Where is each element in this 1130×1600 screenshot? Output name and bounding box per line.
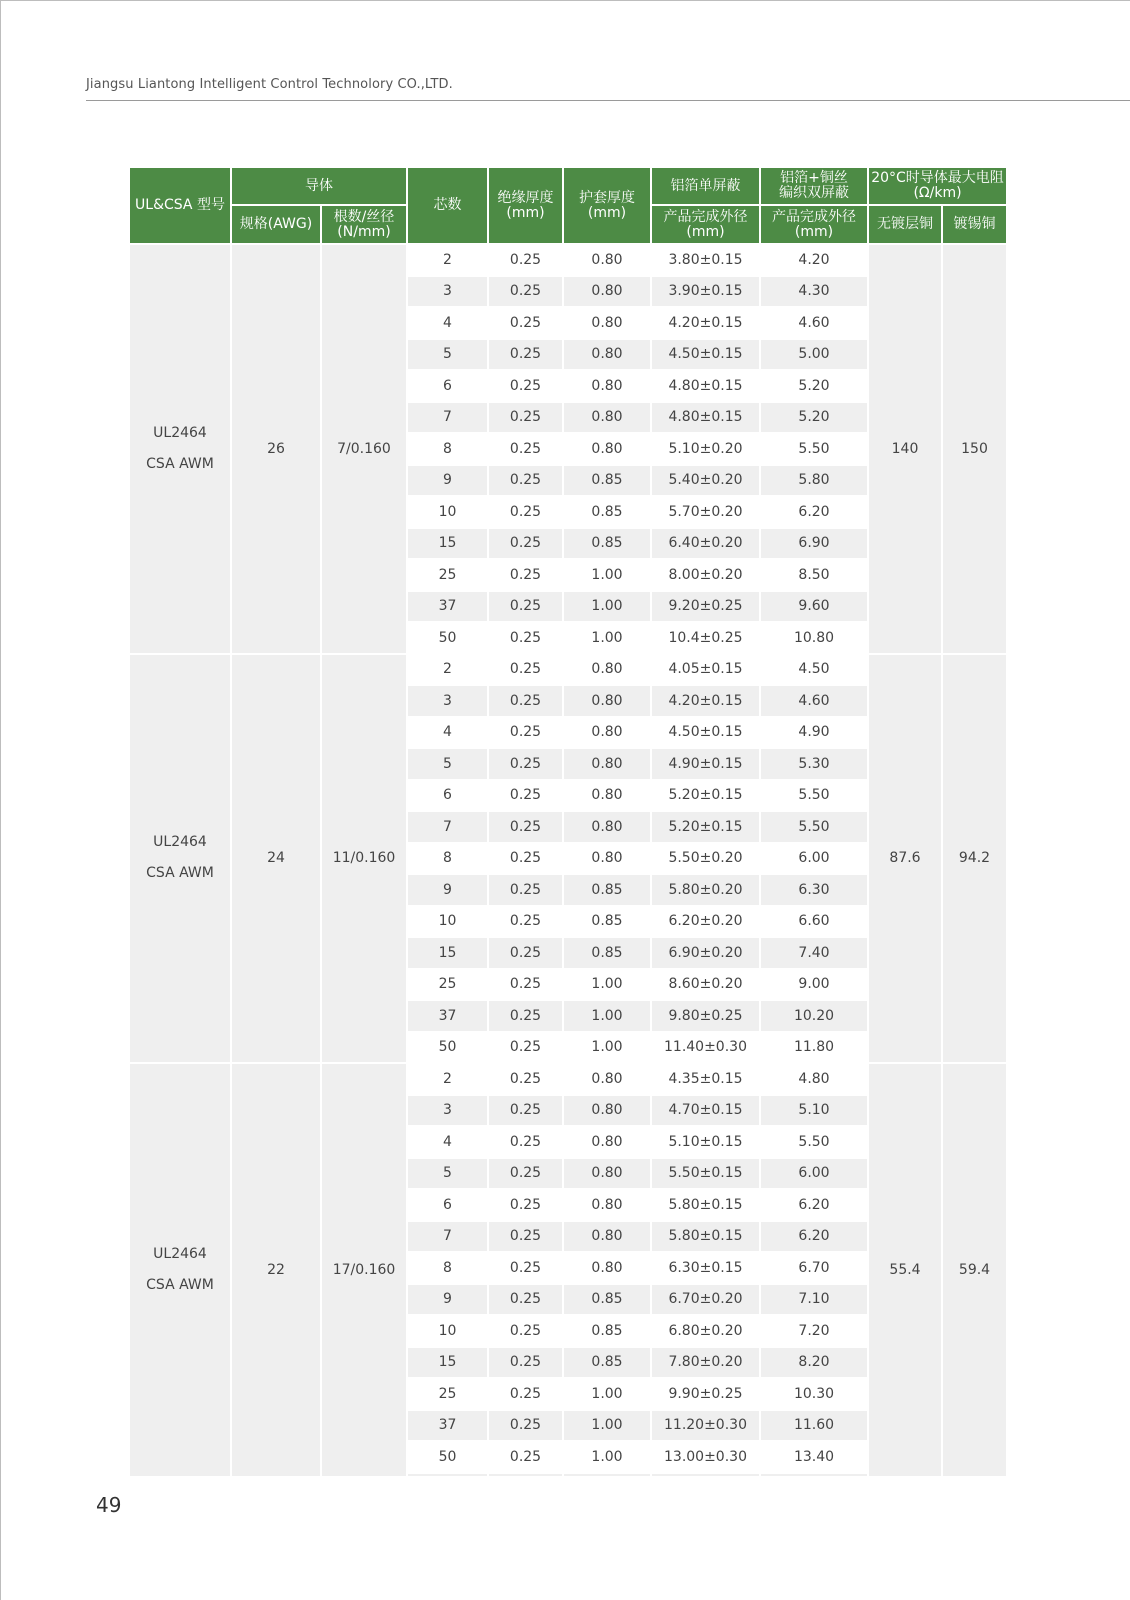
cores-cell: 10	[408, 907, 487, 937]
cores-cell: 4	[408, 1127, 487, 1157]
cores-cell: 50	[408, 623, 487, 653]
jacket-cell: 0.85	[564, 466, 650, 496]
braid-od-cell: 13.40	[761, 1442, 867, 1472]
jacket-cell: 0.80	[564, 1096, 650, 1126]
spacer-cell	[408, 1474, 487, 1476]
insulation-cell: 0.25	[489, 812, 562, 842]
foil-od-cell: 4.50±0.15	[652, 340, 759, 370]
cores-cell: 8	[408, 844, 487, 874]
cores-cell: 15	[408, 1348, 487, 1378]
header-foil-shield: 铝箔单屏蔽	[652, 168, 759, 204]
table-row	[130, 1064, 1006, 1094]
foil-od-cell: 5.20±0.15	[652, 812, 759, 842]
insulation-cell: 0.25	[489, 466, 562, 496]
bare-copper-resistance-cell: 55.4	[869, 1064, 941, 1476]
jacket-cell: 0.85	[564, 529, 650, 559]
company-header: Jiangsu Liantong Intelligent Control Technolory CO.,LTD.	[86, 77, 453, 92]
jacket-cell: 0.80	[564, 371, 650, 401]
jacket-cell: 0.80	[564, 655, 650, 685]
cores-cell: 2	[408, 245, 487, 275]
foil-od-cell: 4.50±0.15	[652, 718, 759, 748]
insulation-cell: 0.25	[489, 623, 562, 653]
cores-cell: 8	[408, 434, 487, 464]
braid-od-cell: 8.20	[761, 1348, 867, 1378]
foil-od-cell: 5.50±0.15	[652, 1159, 759, 1189]
braid-od-cell: 4.50	[761, 655, 867, 685]
braid-od-cell: 6.00	[761, 1159, 867, 1189]
awg-cell: 24	[232, 655, 320, 1063]
jacket-cell: 0.85	[564, 1285, 650, 1315]
jacket-cell: 0.80	[564, 1159, 650, 1189]
cores-cell: 2	[408, 655, 487, 685]
foil-od-cell: 9.90±0.25	[652, 1379, 759, 1409]
awg-cell: 26	[232, 245, 320, 653]
spacer-cell	[564, 1474, 650, 1476]
insulation-cell: 0.25	[489, 749, 562, 779]
insulation-cell: 0.25	[489, 560, 562, 590]
model-cell: UL2464 CSA AWM	[130, 245, 230, 653]
header-rule	[86, 100, 1130, 101]
bare-copper-resistance-cell: 140	[869, 245, 941, 653]
braid-od-cell: 6.00	[761, 844, 867, 874]
insulation-cell: 0.25	[489, 781, 562, 811]
braid-od-cell: 6.20	[761, 1222, 867, 1252]
foil-od-cell: 5.70±0.20	[652, 497, 759, 527]
jacket-cell: 1.00	[564, 970, 650, 1000]
cores-cell: 15	[408, 529, 487, 559]
braid-od-cell: 7.40	[761, 938, 867, 968]
braid-od-cell: 4.60	[761, 686, 867, 716]
page-border-left	[0, 0, 1, 1600]
insulation-cell: 0.25	[489, 308, 562, 338]
foil-od-cell: 4.20±0.15	[652, 308, 759, 338]
foil-od-cell: 4.05±0.15	[652, 655, 759, 685]
braid-od-cell: 5.50	[761, 781, 867, 811]
insulation-cell: 0.25	[489, 844, 562, 874]
spacer-cell	[761, 1474, 867, 1476]
jacket-cell: 0.80	[564, 844, 650, 874]
foil-od-cell: 4.70±0.15	[652, 1096, 759, 1126]
braid-od-cell: 10.80	[761, 623, 867, 653]
insulation-cell: 0.25	[489, 497, 562, 527]
jacket-cell: 0.85	[564, 907, 650, 937]
foil-od-cell: 7.80±0.20	[652, 1348, 759, 1378]
jacket-cell: 1.00	[564, 1033, 650, 1063]
insulation-cell: 0.25	[489, 1159, 562, 1189]
jacket-cell: 0.85	[564, 1348, 650, 1378]
jacket-cell: 1.00	[564, 1442, 650, 1472]
foil-od-cell: 5.50±0.20	[652, 844, 759, 874]
header-awg: 规格(AWG)	[232, 206, 320, 243]
table-row	[130, 245, 1006, 275]
header-resistance: 20°C时导体最大电阻 (Ω/km)	[869, 168, 1006, 204]
cores-cell: 8	[408, 1253, 487, 1283]
cores-cell: 7	[408, 812, 487, 842]
insulation-cell: 0.25	[489, 340, 562, 370]
cores-cell: 25	[408, 970, 487, 1000]
insulation-cell: 0.25	[489, 686, 562, 716]
cores-cell: 6	[408, 1190, 487, 1220]
insulation-cell: 0.25	[489, 1348, 562, 1378]
braid-od-cell: 6.20	[761, 1190, 867, 1220]
strand-cell: 11/0.160	[322, 655, 406, 1063]
braid-od-cell: 4.90	[761, 718, 867, 748]
jacket-cell: 0.80	[564, 403, 650, 433]
page-number: 49	[96, 1493, 122, 1517]
insulation-cell: 0.25	[489, 592, 562, 622]
foil-od-cell: 13.00±0.30	[652, 1442, 759, 1472]
cores-cell: 9	[408, 875, 487, 905]
braid-od-cell: 5.80	[761, 466, 867, 496]
foil-od-cell: 6.30±0.15	[652, 1253, 759, 1283]
jacket-cell: 0.80	[564, 1127, 650, 1157]
strand-cell: 17/0.160	[322, 1064, 406, 1476]
braid-od-cell: 4.30	[761, 277, 867, 307]
cores-cell: 5	[408, 340, 487, 370]
braid-od-cell: 5.50	[761, 812, 867, 842]
jacket-cell: 0.85	[564, 938, 650, 968]
cores-cell: 25	[408, 1379, 487, 1409]
insulation-cell: 0.25	[489, 907, 562, 937]
foil-od-cell: 11.20±0.30	[652, 1411, 759, 1441]
cores-cell: 37	[408, 1001, 487, 1031]
foil-od-cell: 8.60±0.20	[652, 970, 759, 1000]
insulation-cell: 0.25	[489, 371, 562, 401]
foil-od-cell: 9.20±0.25	[652, 592, 759, 622]
cores-cell: 10	[408, 497, 487, 527]
jacket-cell: 1.00	[564, 560, 650, 590]
braid-od-cell: 5.50	[761, 1127, 867, 1157]
insulation-cell: 0.25	[489, 277, 562, 307]
cores-cell: 2	[408, 1064, 487, 1094]
foil-od-cell: 5.10±0.20	[652, 434, 759, 464]
jacket-cell: 1.00	[564, 1001, 650, 1031]
spacer-cell	[489, 1474, 562, 1476]
cores-cell: 9	[408, 1285, 487, 1315]
header-braid-shield: 铝箔+铜丝 编织双屏蔽	[761, 168, 867, 204]
tinned-copper-resistance-cell: 150	[943, 245, 1006, 653]
cores-cell: 4	[408, 308, 487, 338]
foil-od-cell: 6.70±0.20	[652, 1285, 759, 1315]
header-model: UL&CSA 型号	[130, 168, 230, 243]
cores-cell: 4	[408, 718, 487, 748]
jacket-cell: 0.80	[564, 277, 650, 307]
braid-od-cell: 4.80	[761, 1064, 867, 1094]
foil-od-cell: 6.20±0.20	[652, 907, 759, 937]
insulation-cell: 0.25	[489, 655, 562, 685]
header-insulation: 绝缘厚度 (mm)	[489, 168, 562, 243]
braid-od-cell: 10.20	[761, 1001, 867, 1031]
foil-od-cell: 4.20±0.15	[652, 686, 759, 716]
foil-od-cell: 3.80±0.15	[652, 245, 759, 275]
braid-od-cell: 5.20	[761, 403, 867, 433]
spacer-cell	[652, 1474, 759, 1476]
insulation-cell: 0.25	[489, 1442, 562, 1472]
insulation-cell: 0.25	[489, 1127, 562, 1157]
braid-od-cell: 6.60	[761, 907, 867, 937]
strand-cell: 7/0.160	[322, 245, 406, 653]
cores-cell: 15	[408, 938, 487, 968]
insulation-cell: 0.25	[489, 1096, 562, 1126]
header-foil-od: 产品完成外径 (mm)	[652, 206, 759, 243]
braid-od-cell: 5.10	[761, 1096, 867, 1126]
jacket-cell: 1.00	[564, 1379, 650, 1409]
braid-od-cell: 5.00	[761, 340, 867, 370]
cores-cell: 6	[408, 371, 487, 401]
tinned-copper-resistance-cell: 94.2	[943, 655, 1006, 1063]
model-cell: UL2464 CSA AWM	[130, 1064, 230, 1476]
insulation-cell: 0.25	[489, 1411, 562, 1441]
cores-cell: 5	[408, 1159, 487, 1189]
foil-od-cell: 8.00±0.20	[652, 560, 759, 590]
insulation-cell: 0.25	[489, 1033, 562, 1063]
table-body	[130, 245, 1006, 1476]
insulation-cell: 0.25	[489, 938, 562, 968]
jacket-cell: 0.85	[564, 497, 650, 527]
cores-cell: 10	[408, 1316, 487, 1346]
jacket-cell: 0.80	[564, 781, 650, 811]
insulation-cell: 0.25	[489, 875, 562, 905]
braid-od-cell: 6.90	[761, 529, 867, 559]
insulation-cell: 0.25	[489, 1285, 562, 1315]
foil-od-cell: 6.90±0.20	[652, 938, 759, 968]
braid-od-cell: 4.20	[761, 245, 867, 275]
braid-od-cell: 5.20	[761, 371, 867, 401]
table-header	[130, 168, 1006, 243]
jacket-cell: 0.80	[564, 812, 650, 842]
jacket-cell: 0.80	[564, 434, 650, 464]
header-jacket: 护套厚度 (mm)	[564, 168, 650, 243]
page-border-top	[0, 0, 1130, 1]
jacket-cell: 0.80	[564, 749, 650, 779]
foil-od-cell: 6.80±0.20	[652, 1316, 759, 1346]
header-bare-copper: 无镀层铜	[869, 206, 941, 243]
model-cell: UL2464 CSA AWM	[130, 655, 230, 1063]
foil-od-cell: 5.80±0.20	[652, 875, 759, 905]
braid-od-cell: 10.30	[761, 1379, 867, 1409]
braid-od-cell: 7.10	[761, 1285, 867, 1315]
foil-od-cell: 4.90±0.15	[652, 749, 759, 779]
jacket-cell: 0.80	[564, 340, 650, 370]
header-strand: 根数/丝径 (N/mm)	[322, 206, 406, 243]
cores-cell: 3	[408, 686, 487, 716]
braid-od-cell: 11.60	[761, 1411, 867, 1441]
jacket-cell: 0.80	[564, 1064, 650, 1094]
cores-cell: 5	[408, 749, 487, 779]
insulation-cell: 0.25	[489, 529, 562, 559]
cores-cell: 37	[408, 1411, 487, 1441]
jacket-cell: 0.85	[564, 1316, 650, 1346]
foil-od-cell: 5.80±0.15	[652, 1222, 759, 1252]
foil-od-cell: 5.80±0.15	[652, 1190, 759, 1220]
foil-od-cell: 9.80±0.25	[652, 1001, 759, 1031]
jacket-cell: 0.80	[564, 1253, 650, 1283]
foil-od-cell: 5.20±0.15	[652, 781, 759, 811]
cores-cell: 6	[408, 781, 487, 811]
foil-od-cell: 11.40±0.30	[652, 1033, 759, 1063]
foil-od-cell: 4.35±0.15	[652, 1064, 759, 1094]
insulation-cell: 0.25	[489, 245, 562, 275]
tinned-copper-resistance-cell: 59.4	[943, 1064, 1006, 1476]
cores-cell: 3	[408, 1096, 487, 1126]
insulation-cell: 0.25	[489, 1222, 562, 1252]
bare-copper-resistance-cell: 87.6	[869, 655, 941, 1063]
jacket-cell: 0.80	[564, 1222, 650, 1252]
cores-cell: 3	[408, 277, 487, 307]
braid-od-cell: 5.50	[761, 434, 867, 464]
jacket-cell: 1.00	[564, 592, 650, 622]
jacket-cell: 0.85	[564, 875, 650, 905]
cores-cell: 37	[408, 592, 487, 622]
awg-cell: 22	[232, 1064, 320, 1476]
insulation-cell: 0.25	[489, 1064, 562, 1094]
braid-od-cell: 6.20	[761, 497, 867, 527]
insulation-cell: 0.25	[489, 1316, 562, 1346]
cores-cell: 25	[408, 560, 487, 590]
braid-od-cell: 6.30	[761, 875, 867, 905]
cores-cell: 50	[408, 1033, 487, 1063]
spec-table	[128, 166, 1008, 1478]
jacket-cell: 0.80	[564, 718, 650, 748]
jacket-cell: 0.80	[564, 245, 650, 275]
foil-od-cell: 5.40±0.20	[652, 466, 759, 496]
header-cores: 芯数	[408, 168, 487, 243]
jacket-cell: 0.80	[564, 686, 650, 716]
cores-cell: 50	[408, 1442, 487, 1472]
braid-od-cell: 5.30	[761, 749, 867, 779]
foil-od-cell: 4.80±0.15	[652, 403, 759, 433]
braid-od-cell: 6.70	[761, 1253, 867, 1283]
table-row	[130, 655, 1006, 685]
insulation-cell: 0.25	[489, 1190, 562, 1220]
jacket-cell: 1.00	[564, 1411, 650, 1441]
insulation-cell: 0.25	[489, 1001, 562, 1031]
header-conductor: 导体	[232, 168, 406, 204]
insulation-cell: 0.25	[489, 970, 562, 1000]
foil-od-cell: 4.80±0.15	[652, 371, 759, 401]
insulation-cell: 0.25	[489, 1379, 562, 1409]
insulation-cell: 0.25	[489, 403, 562, 433]
foil-od-cell: 10.4±0.25	[652, 623, 759, 653]
insulation-cell: 0.25	[489, 434, 562, 464]
foil-od-cell: 6.40±0.20	[652, 529, 759, 559]
braid-od-cell: 8.50	[761, 560, 867, 590]
header-braid-od: 产品完成外径 (mm)	[761, 206, 867, 243]
braid-od-cell: 9.00	[761, 970, 867, 1000]
braid-od-cell: 4.60	[761, 308, 867, 338]
insulation-cell: 0.25	[489, 1253, 562, 1283]
header-tinned-copper: 镀锡铜	[943, 206, 1006, 243]
jacket-cell: 0.80	[564, 1190, 650, 1220]
cores-cell: 7	[408, 403, 487, 433]
cores-cell: 9	[408, 466, 487, 496]
insulation-cell: 0.25	[489, 718, 562, 748]
jacket-cell: 0.80	[564, 308, 650, 338]
cores-cell: 7	[408, 1222, 487, 1252]
jacket-cell: 1.00	[564, 623, 650, 653]
foil-od-cell: 5.10±0.15	[652, 1127, 759, 1157]
braid-od-cell: 9.60	[761, 592, 867, 622]
braid-od-cell: 7.20	[761, 1316, 867, 1346]
braid-od-cell: 11.80	[761, 1033, 867, 1063]
foil-od-cell: 3.90±0.15	[652, 277, 759, 307]
